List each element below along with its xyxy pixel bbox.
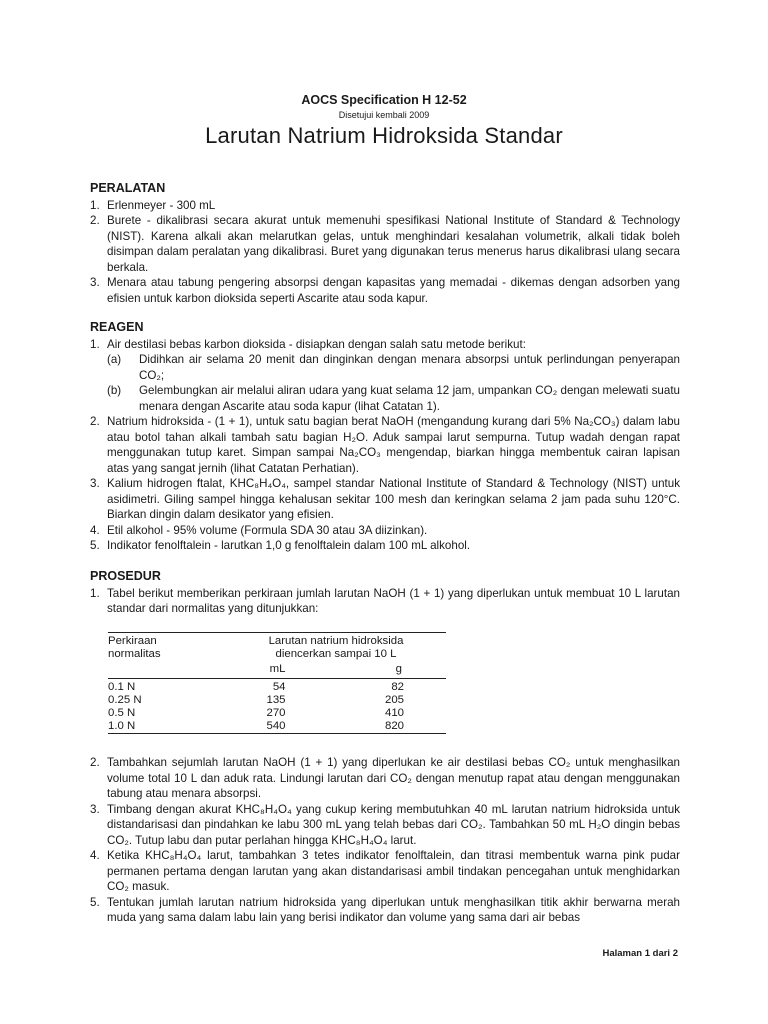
list-item: 4. Ketika KHC₈H₄O₄ larut, tambahkan 3 tetes indikator fenolftalein, dan titrasi membentuk warna pink pudar permanen pertama dengan larutan yang akan distandarisasi ambil tindakan pencegahan untuk menghidarkan CO₂ masuk. <box>90 849 680 893</box>
list-item: 3. Kalium hidrogen ftalat, KHC₈H₄O₄, sampel standar National Institute of Standard & Technology (NIST) untuk asidimetri. Giling sampel hingga kehalusan sekitar 100 mesh dan keringkan selama 2 jam pada suhu 120°C. Biarkan dingin dalam desikator yang efisien. <box>90 477 680 521</box>
col-header: diencerkan sampai 10 L <box>275 648 397 660</box>
section-heading: PERALATAN <box>90 181 166 195</box>
section-prosedur <box>90 569 680 617</box>
list-item: 3. Timbang dengan akurat KHC₈H₄O₄ yang cukup kering membutuhkan 40 mL larutan natrium hidroksida untuk distandarisasi dan pindahkan ke labu 300 mL yang telah bebas dari CO₂. Tambahkan 50 mL H₂O dingin bebas CO₂. Tutup labu dan putar perlahan hingga KHC₈H₄O₄ larut. <box>90 802 680 847</box>
col-header: normalitas <box>108 648 161 660</box>
table-row: 0.5 N 270 410 <box>108 707 404 719</box>
sub-item: (b) Gelembungkan air melalui aliran udara yang kuat selama 12 jam, umpankan CO₂ dengan melewati suatu menara dengan Ascarite atau soda kapur (lihat Catatan 1). <box>107 384 680 413</box>
list-item: 3. Menara atau tabung pengering absorpsi dengan kapasitas yang memadai - dikemas dengan adsorben yang efisien untuk karbon dioksida seperti Ascarite atau soda kapur. <box>90 276 680 305</box>
col-header: Larutan natrium hidroksida <box>268 635 404 647</box>
list-item: 1. Air destilasi bebas karbon dioksida - disiapkan dengan salah satu metode berikut: <box>90 337 526 351</box>
list-item: 2. Natrium hidroksida - (1 + 1), untuk satu bagian berat NaOH (mengandung kurang dari 5% Na₂CO₃) dalam labu atau botol tahan alkali tambah satu bagian H₂O. Aduk sampai larut sempurna. Tutup wadah dengan rapat menggunakan tutup karet. Simpan sampai Na₂CO₃ mengendap, biarkan hingga membentuk cairan lapisan atas yang sangat jernih (lihat Catatan Perhatian). <box>90 415 680 475</box>
section-peralatan <box>90 181 680 306</box>
list-item: 1. Tabel berikut memberikan perkiraan jumlah larutan NaOH (1 + 1) yang diperlukan untuk membuat 10 L larutan standar dari normalitas yang ditunjukkan: <box>90 586 680 615</box>
list-item: 4. Etil alkohol - 95% volume (Formula SDA 30 atau 3A diizinkan). <box>90 523 428 537</box>
section-prosedur-continued <box>90 755 680 926</box>
list-item: 1. Erlenmeyer - 300 mL <box>90 198 216 212</box>
table-row: 0.1 N 54 82 <box>108 681 404 693</box>
normality-table <box>108 632 446 734</box>
list-item: 2. Burete - dikalibrasi secara akurat untuk memenuhi spesifikasi National Institute of Standard & Technology (NIST). Karena alkali akan melarutkan gelas, untuk menghindari kesalahan volumetrik, alkali tidak boleh disimpan dalam peralatan yang dikalibrasi. Buret yang digunakan terus menerus harus dikalibrasi ulang secara berkala. <box>90 214 680 274</box>
sub-item: (a) Didihkan air selama 20 menit dan dinginkan dengan menara absorpsi untuk perlindungan penyerapan CO₂; <box>107 353 680 382</box>
list-item: 5. Indikator fenolftalein - larutkan 1,0 g fenolftalein dalam 100 mL alkohol. <box>90 539 471 552</box>
list-item: 5. Tentukan jumlah larutan natrium hidroksida yang diperlukan untuk menghasilkan titik akhir berwarna merah muda yang sama dalam labu lain yang berisi indikator dan volume yang sama dari air bebas <box>90 895 680 924</box>
section-reagen <box>90 320 680 554</box>
section-heading: REAGEN <box>90 320 144 334</box>
table-row: 0.25 N 135 205 <box>108 694 404 706</box>
approval-note: Disetujui kembali 2009 <box>338 110 430 120</box>
table-row: 1.0 N 540 820 <box>108 720 446 734</box>
col-header: Perkiraan <box>108 635 157 647</box>
list-item: 2. Tambahkan sejumlah larutan NaOH (1 + 1) yang diperlukan ke air destilasi bebas CO₂ untuk menghasilkan volume total 10 L dan aduk rata. Lindungi larutan dari CO₂ dengan menutup rapat atau dengan menggunakan tabung atau menara absorpsi. <box>90 756 680 800</box>
unit-g: g <box>294 661 447 679</box>
page-number: Halaman 1 dari 2 <box>602 948 678 959</box>
page-title: Larutan Natrium Hidroksida Standar <box>205 123 563 148</box>
spec-title: AOCS Specification H 12-52 <box>301 93 467 107</box>
section-heading: PROSEDUR <box>90 569 161 583</box>
unit-ml: mL <box>226 661 294 679</box>
